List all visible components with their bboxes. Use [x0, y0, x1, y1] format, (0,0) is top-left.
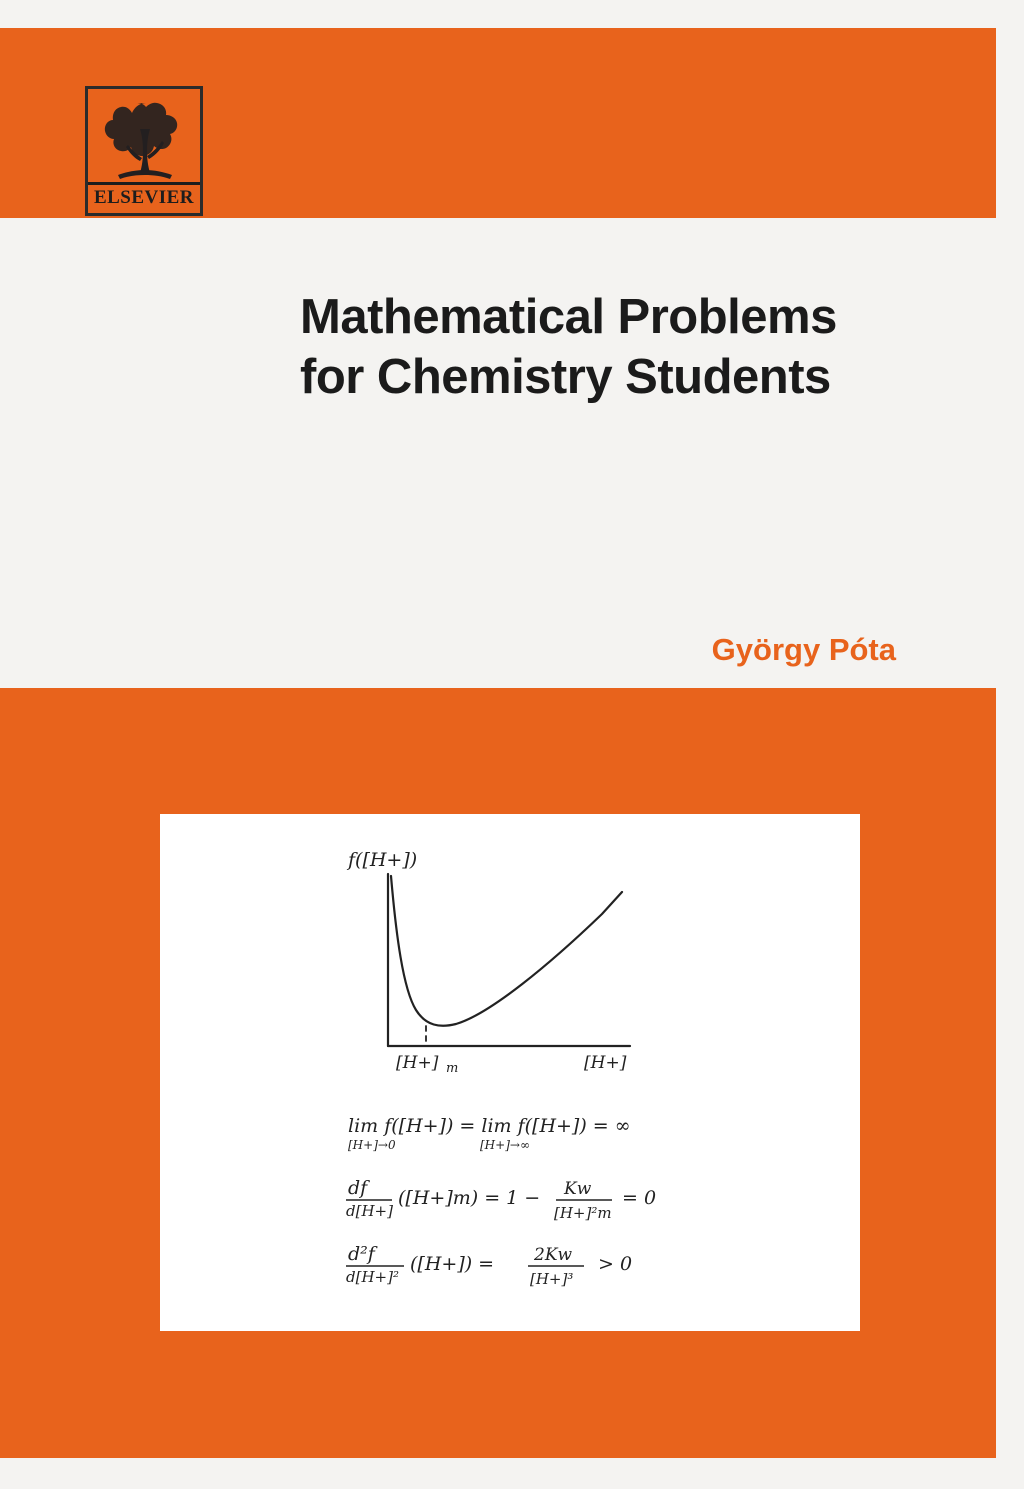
title-line-1: Mathematical Problems	[300, 290, 837, 344]
svg-text:m: m	[446, 1061, 459, 1076]
svg-text:[H+]³: [H+]³	[530, 1270, 574, 1288]
svg-text:lim f([H+]) = lim f([H+]) =: lim f([H+]) = lim f([H+]) = ∞	[348, 1115, 631, 1137]
svg-text:= 0: = 0	[622, 1187, 657, 1209]
book-title	[300, 288, 920, 408]
svg-text:2Kw: 2Kw	[534, 1245, 573, 1265]
logo-divider	[88, 182, 200, 185]
elsevier-logo	[85, 86, 203, 216]
svg-text:d[H+]: d[H+]	[346, 1202, 393, 1220]
title-line-2: for Chemistry Students	[300, 349, 831, 404]
svg-text:[H+]→0: [H+]→0	[348, 1138, 396, 1152]
svg-text:df: df	[348, 1177, 368, 1199]
svg-text:d²f: d²f	[348, 1243, 375, 1265]
svg-text:([H+]) =: ([H+]) =	[410, 1253, 495, 1275]
svg-text:> 0: > 0	[598, 1253, 633, 1275]
svg-text:Kw: Kw	[564, 1179, 592, 1199]
handwritten-figure	[160, 814, 860, 1331]
elsevier-tree-logo-icon	[88, 89, 200, 185]
cover-figure-panel	[160, 814, 860, 1331]
figure-x-mark: [H+]	[396, 1053, 439, 1073]
publisher-name: ELSEVIER	[93, 187, 195, 208]
svg-text:[H+]²m: [H+]²m	[554, 1204, 612, 1222]
svg-text:([H+]m) = 1 −: ([H+]m) = 1 −	[398, 1187, 541, 1209]
author-name: György Póta	[711, 632, 896, 667]
figure-y-label: f([H+])	[348, 849, 418, 871]
svg-text:[H+]→∞: [H+]→∞	[480, 1138, 530, 1152]
svg-text:d[H+]²: d[H+]²	[346, 1268, 399, 1286]
figure-x-label: [H+]	[584, 1053, 627, 1073]
top-orange-band	[0, 28, 996, 218]
